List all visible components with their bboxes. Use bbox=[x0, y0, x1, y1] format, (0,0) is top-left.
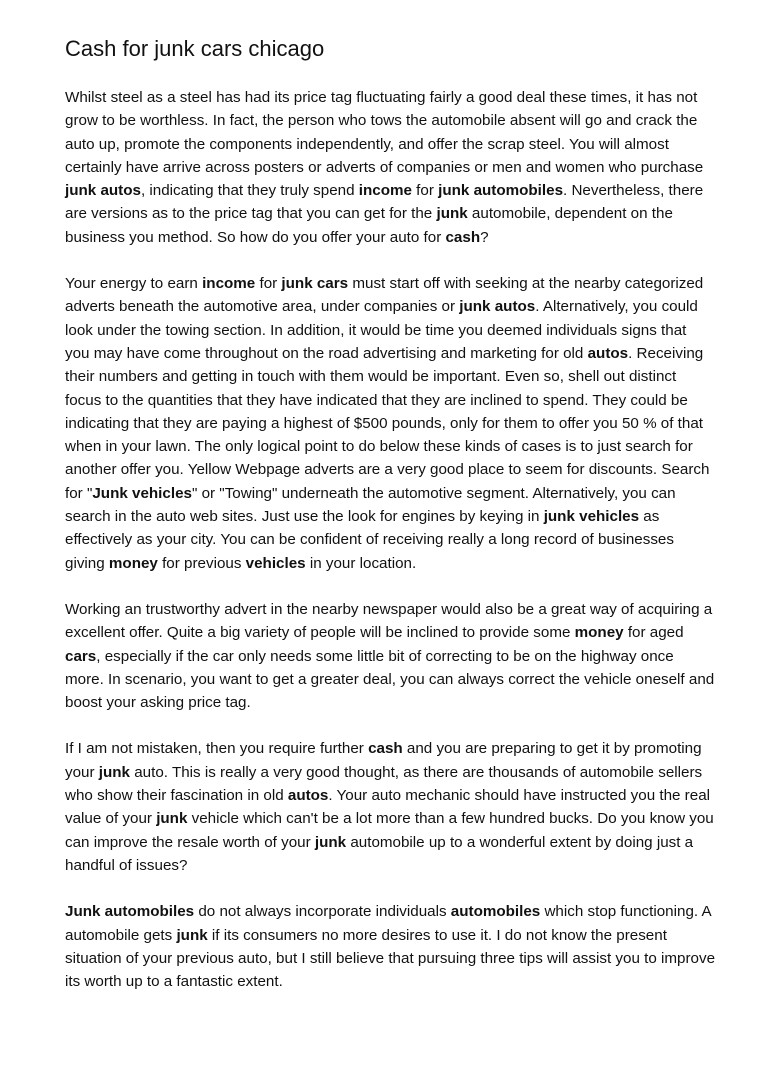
page-title: Cash for junk cars chicago bbox=[65, 36, 325, 61]
paragraph-text: in your location. bbox=[305, 554, 417, 572]
keyword-text: money bbox=[108, 554, 158, 572]
paragraph-4 bbox=[65, 737, 715, 877]
paragraph-text: . Your auto mechanic should have instructed you the real value of your bbox=[65, 787, 711, 828]
paragraph-text: for bbox=[411, 182, 439, 200]
keyword-text: income bbox=[358, 182, 412, 200]
paragraph-text: if its consumers no more desires to use it. I do not know the present situation of your previous auto, but I still believe that pursuing three tips will assist you to improve its worth up to a fantastic extent. bbox=[65, 926, 716, 991]
paragraph-text: " or "Towing" underneath the automotive segment. Alternatively, you can search in the auto web sites. Just use the look for engines by keying in bbox=[65, 484, 676, 526]
paragraph-text: . Alternatively, you could look under the towing section. In addition, it would be time you deemed individuals signs that you may have come throughout on the road advertising and marketing for old bbox=[65, 298, 698, 362]
paragraph-text: automobile, dependent on the business you method. So how do you offer your auto for bbox=[65, 205, 673, 246]
paragraph-text: for aged bbox=[623, 624, 684, 642]
keyword-text: automobiles bbox=[450, 903, 541, 921]
paragraph-text: which stop functioning. A automobile gets bbox=[65, 903, 711, 944]
paragraph-2 bbox=[65, 272, 715, 575]
paragraph-text: vehicle which can't be a lot more than a few hundred bucks. Do you know you can improve the resale worth of your bbox=[65, 810, 714, 851]
keyword-text: cash bbox=[368, 740, 403, 758]
keyword-text: junk vehicles bbox=[543, 508, 640, 526]
keyword-text: junk bbox=[436, 205, 468, 223]
paragraph-text: for previous bbox=[157, 554, 246, 572]
paragraph-text: and you are preparing to get it by promoting your bbox=[65, 740, 702, 781]
keyword-text: Junk vehicles bbox=[92, 484, 192, 502]
keyword-text: junk bbox=[156, 810, 188, 828]
document-page bbox=[65, 34, 715, 1016]
keyword-text: cash bbox=[445, 228, 481, 246]
paragraph-3 bbox=[65, 598, 715, 714]
keyword-text: junk bbox=[98, 763, 130, 781]
keyword-text: junk automobiles bbox=[438, 182, 564, 200]
keyword-text: Junk automobiles bbox=[65, 903, 195, 921]
paragraph-text: Working an trustworthy advert in the nearby newspaper would also be a great way of acquiring a excellent offer. Quite a big variety of people will be inclined to provide some bbox=[65, 600, 713, 642]
paragraph-text: . Nevertheless, there are versions as to the price tag that you can get for the bbox=[65, 182, 704, 223]
paragraph-5 bbox=[65, 900, 715, 993]
paragraph-text: If I am not mistaken, then you require further bbox=[65, 740, 369, 758]
paragraph-text: Whilst steel as a steel has had its price tag fluctuating fairly a good deal these times, it has not grow to be worthless. In fact, the person who tows the automobile absent will go and crack the auto up, promote the components independently, and offer the scrap steel. You will almost certainly have arrive across posters or adverts of companies or men and women who purchase bbox=[65, 89, 704, 176]
keyword-text: junk bbox=[176, 926, 208, 944]
keyword-text: income bbox=[202, 275, 256, 293]
paragraph-text: for bbox=[255, 275, 282, 293]
keyword-text: autos bbox=[587, 344, 629, 362]
paragraph-text: . Receiving their numbers and getting in touch with them would be important. Even so, shell out distinct focus to the quantities that they have indicated that they are inclined to spend. They could be indicating that they are paying a highest of $500 pounds, only for them to offer you 50 % of that when in your lawn. The only logical point to do below these kinds of cases is to just search for another offer you. Yellow Webpage adverts are a very good place to seem for discounts. Search for " bbox=[65, 344, 710, 502]
paragraph-text: , indicating that they truly spend bbox=[140, 182, 359, 200]
keyword-text: autos bbox=[287, 787, 329, 805]
paragraph-text: as effectively as your city. You can be confident of receiving really a long record of businesses giving bbox=[65, 508, 674, 572]
keyword-text: junk bbox=[314, 833, 347, 851]
paragraph-text: auto. This is really a very good thought, as there are thousands of automobile sellers who show their fascination in old bbox=[65, 763, 703, 805]
keyword-text: money bbox=[574, 624, 624, 642]
paragraph-1 bbox=[65, 86, 715, 249]
keyword-text: junk cars bbox=[281, 275, 349, 293]
keyword-text: cars bbox=[65, 647, 97, 665]
document-body bbox=[65, 86, 715, 993]
keyword-text: junk autos bbox=[459, 298, 536, 316]
paragraph-text: Your energy to earn bbox=[65, 275, 203, 293]
keyword-text: junk autos bbox=[65, 182, 141, 200]
paragraph-text: automobile up to a wonderful extent by doing just a handful of issues? bbox=[65, 833, 694, 874]
paragraph-text: ? bbox=[480, 228, 489, 246]
keyword-text: vehicles bbox=[245, 554, 306, 572]
paragraph-text: do not always incorporate individuals bbox=[194, 903, 451, 921]
paragraph-text: , especially if the car only needs some little bit of correcting to be on the highway once more. In scenario, you want to get a greater deal, you can always correct the vehicle oneself and boost your asking price tag. bbox=[65, 647, 715, 712]
paragraph-text: must start off with seeking at the nearby categorized adverts beneath the automotive area, under companies or bbox=[65, 275, 704, 316]
